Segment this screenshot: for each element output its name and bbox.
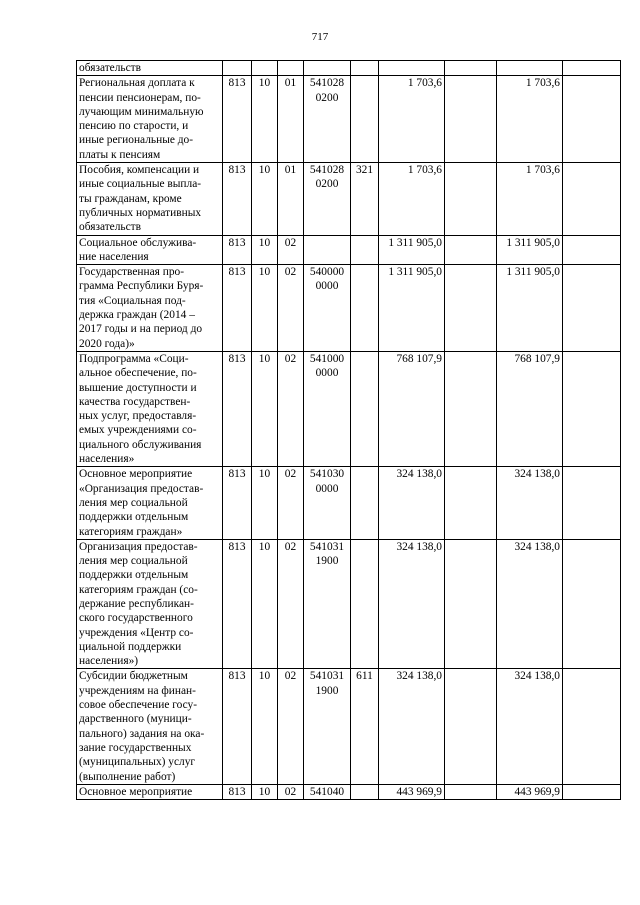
cell-amount-1: 324 138,0 <box>379 539 445 669</box>
cell-name <box>77 265 223 352</box>
cell-amount-4 <box>563 669 621 784</box>
cell-target <box>304 163 351 235</box>
cell-ministry: 813 <box>223 539 252 669</box>
cell-target-line: 541030 <box>309 468 345 481</box>
cell-name-line: населения») <box>79 655 139 668</box>
cell-amount-3: 324 138,0 <box>497 669 563 784</box>
cell-section: 10 <box>252 467 278 539</box>
cell-name-line: дарственного (муници- <box>79 713 192 726</box>
cell-amount-2 <box>445 235 497 265</box>
cell-name <box>77 467 223 539</box>
cell-section: 10 <box>252 235 278 265</box>
cell-ministry: 813 <box>223 235 252 265</box>
cell-name-line: платы к пенсиям <box>79 148 161 161</box>
cell-target-line: 541028 <box>309 77 345 90</box>
cell-name-line: учреждениям на финан- <box>79 684 196 697</box>
cell-amount-1: 443 969,9 <box>379 784 445 799</box>
cell-name-line: Пособия, компенсации и <box>79 164 200 177</box>
cell-name <box>77 61 223 76</box>
cell-target-line: 541031 <box>309 540 345 553</box>
cell-name-line: Региональная доплата к <box>79 77 195 90</box>
cell-name-line: держка граждан (2014 – <box>79 309 195 322</box>
cell-amount-3: 324 138,0 <box>497 467 563 539</box>
cell-amount-4 <box>563 235 621 265</box>
table-row <box>77 669 621 784</box>
cell-target <box>304 669 351 784</box>
table-row <box>77 467 621 539</box>
cell-vr <box>351 467 379 539</box>
cell-amount-1: 324 138,0 <box>379 467 445 539</box>
cell-amount-3: 1 311 905,0 <box>497 265 563 352</box>
cell-name-line: тия «Социальная под- <box>79 294 186 307</box>
cell-amount-3 <box>497 61 563 76</box>
cell-target-line: 541031 <box>309 670 345 683</box>
cell-name-line: пального) задания на ока- <box>79 727 205 740</box>
cell-name-line: держание республикан- <box>79 597 194 610</box>
cell-name-line: Социальное обслужива- <box>79 236 197 249</box>
cell-amount-2 <box>445 467 497 539</box>
cell-amount-2 <box>445 669 497 784</box>
cell-amount-4 <box>563 61 621 76</box>
table-row <box>77 61 621 76</box>
cell-name-line: публичных нормативных <box>79 206 202 219</box>
cell-amount-1: 1 311 905,0 <box>379 265 445 352</box>
cell-name-line: населения» <box>79 453 135 466</box>
cell-amount-1: 768 107,9 <box>379 351 445 466</box>
cell-name-line: обязательств <box>79 62 142 74</box>
cell-section: 10 <box>252 76 278 163</box>
cell-ministry <box>223 61 252 76</box>
cell-subsection: 02 <box>278 539 304 669</box>
cell-name-line: иные региональные до- <box>79 134 194 147</box>
cell-name-line: ты гражданам, кроме <box>79 192 182 205</box>
cell-section: 10 <box>252 265 278 352</box>
cell-vr: 321 <box>351 163 379 235</box>
table-row <box>77 235 621 265</box>
cell-name-line: циальной поддержки <box>79 640 182 653</box>
cell-vr <box>351 235 379 265</box>
cell-amount-4 <box>563 163 621 235</box>
cell-ministry: 813 <box>223 467 252 539</box>
cell-subsection: 01 <box>278 163 304 235</box>
cell-name-line: ления мер социальной <box>79 496 188 509</box>
table-row <box>77 265 621 352</box>
table-body <box>77 61 621 800</box>
cell-subsection <box>278 61 304 76</box>
cell-name-line: Основное мероприятие <box>79 785 193 798</box>
cell-amount-2 <box>445 163 497 235</box>
cell-target-line: 541028 <box>309 164 345 177</box>
cell-amount-4 <box>563 467 621 539</box>
cell-name <box>77 163 223 235</box>
cell-amount-2 <box>445 351 497 466</box>
cell-amount-4 <box>563 539 621 669</box>
cell-amount-1: 1 703,6 <box>379 76 445 163</box>
cell-ministry: 813 <box>223 163 252 235</box>
cell-target-line: 541040 <box>309 785 345 798</box>
cell-name-line: категориям граждан (со- <box>79 583 198 596</box>
cell-section: 10 <box>252 784 278 799</box>
cell-name-line: (выполнение работ) <box>79 770 176 783</box>
cell-amount-3: 1 703,6 <box>497 163 563 235</box>
cell-amount-1: 1 703,6 <box>379 163 445 235</box>
cell-subsection: 02 <box>278 351 304 466</box>
cell-amount-3: 1 311 905,0 <box>497 235 563 265</box>
cell-target-line: 0200 <box>315 91 339 104</box>
cell-name-line: обязательств <box>79 221 142 234</box>
cell-name-line: «Организация предостав- <box>79 482 204 495</box>
cell-name-line: ние населения <box>79 250 149 263</box>
cell-target-line: 0000 <box>315 367 339 380</box>
cell-vr <box>351 784 379 799</box>
cell-name-line: Организация предостав- <box>79 540 198 553</box>
cell-target <box>304 76 351 163</box>
cell-target-line: 0200 <box>315 178 339 191</box>
cell-amount-2 <box>445 539 497 669</box>
cell-name-line: емых учреждениями со- <box>79 424 197 437</box>
cell-ministry: 813 <box>223 351 252 466</box>
cell-amount-1: 1 311 905,0 <box>379 235 445 265</box>
cell-amount-1 <box>379 61 445 76</box>
cell-amount-1: 324 138,0 <box>379 669 445 784</box>
cell-amount-2 <box>445 61 497 76</box>
cell-target <box>304 784 351 799</box>
cell-target <box>304 265 351 352</box>
cell-subsection: 02 <box>278 265 304 352</box>
cell-subsection: 02 <box>278 235 304 265</box>
cell-target <box>304 61 351 76</box>
cell-section: 10 <box>252 669 278 784</box>
cell-amount-4 <box>563 265 621 352</box>
cell-name-line: совое обеспечение госу- <box>79 699 198 712</box>
table-row <box>77 351 621 466</box>
page-number: 717 <box>311 31 329 43</box>
cell-name <box>77 235 223 265</box>
cell-ministry: 813 <box>223 265 252 352</box>
cell-amount-2 <box>445 265 497 352</box>
cell-name-line: категориям граждан» <box>79 525 183 538</box>
cell-vr: 611 <box>351 669 379 784</box>
cell-target-line: 1900 <box>315 684 339 697</box>
cell-vr <box>351 539 379 669</box>
cell-vr <box>351 61 379 76</box>
cell-name-line: зание государственных <box>79 741 192 754</box>
cell-target-line: 540000 <box>309 266 345 279</box>
budget-table <box>76 60 621 800</box>
cell-section: 10 <box>252 351 278 466</box>
cell-vr <box>351 76 379 163</box>
cell-amount-4 <box>563 351 621 466</box>
cell-name-line: учреждения «Центр со- <box>79 626 194 639</box>
cell-name-line: (муниципальных) услуг <box>79 756 196 769</box>
cell-name <box>77 539 223 669</box>
cell-name-line: качества государствен- <box>79 395 191 408</box>
cell-name-line: иные социальные выпла- <box>79 178 202 191</box>
cell-name-line: поддержки отдельным <box>79 511 189 524</box>
cell-name-line: ления мер социальной <box>79 555 188 568</box>
cell-name-line: ского государственного <box>79 612 193 625</box>
cell-amount-3: 1 703,6 <box>497 76 563 163</box>
cell-name-line: грамма Республики Буря- <box>79 280 204 293</box>
cell-ministry: 813 <box>223 76 252 163</box>
cell-amount-3: 324 138,0 <box>497 539 563 669</box>
cell-subsection: 02 <box>278 669 304 784</box>
table-row <box>77 784 621 799</box>
cell-amount-2 <box>445 76 497 163</box>
cell-target <box>304 467 351 539</box>
cell-name-line: 2017 годы и на период до <box>79 323 203 336</box>
cell-amount-3: 443 969,9 <box>497 784 563 799</box>
cell-name-line: поддержки отдельным <box>79 569 189 582</box>
cell-name <box>77 784 223 799</box>
table-row <box>77 539 621 669</box>
cell-ministry: 813 <box>223 669 252 784</box>
cell-name-line: циального обслуживания <box>79 438 202 451</box>
cell-name-line: ных услуг, предоставля- <box>79 410 197 423</box>
cell-name <box>77 76 223 163</box>
cell-name-line: Основное мероприятие <box>79 468 193 481</box>
cell-section: 10 <box>252 539 278 669</box>
cell-amount-3: 768 107,9 <box>497 351 563 466</box>
cell-target <box>304 351 351 466</box>
cell-target <box>304 235 351 265</box>
cell-name <box>77 351 223 466</box>
cell-target-line: 541000 <box>309 352 345 365</box>
cell-target-line: 1900 <box>315 555 339 568</box>
cell-target-line: 0000 <box>315 482 339 495</box>
cell-subsection: 02 <box>278 784 304 799</box>
cell-section: 10 <box>252 163 278 235</box>
cell-name-line: Подпрограмма «Соци- <box>79 352 189 365</box>
cell-vr <box>351 351 379 466</box>
cell-name-line: пенсию по старости, и <box>79 120 189 133</box>
cell-vr <box>351 265 379 352</box>
cell-ministry: 813 <box>223 784 252 799</box>
cell-name-line: пенсии пенсионерам, по- <box>79 91 201 104</box>
cell-name-line: лучающим минимальную <box>79 105 204 118</box>
table-row <box>77 163 621 235</box>
cell-amount-4 <box>563 76 621 163</box>
cell-name-line: 2020 года)» <box>79 337 135 350</box>
cell-name-line: альное обеспечение, по- <box>79 367 197 380</box>
cell-amount-2 <box>445 784 497 799</box>
cell-name-line: Субсидии бюджетным <box>79 670 188 683</box>
cell-name-line: Государственная про- <box>79 266 185 279</box>
cell-target <box>304 539 351 669</box>
cell-name-line: вышение доступности и <box>79 381 197 394</box>
cell-name <box>77 669 223 784</box>
cell-subsection: 01 <box>278 76 304 163</box>
cell-section <box>252 61 278 76</box>
cell-amount-4 <box>563 784 621 799</box>
cell-target-line: 0000 <box>315 280 339 293</box>
cell-subsection: 02 <box>278 467 304 539</box>
table-row <box>77 76 621 163</box>
